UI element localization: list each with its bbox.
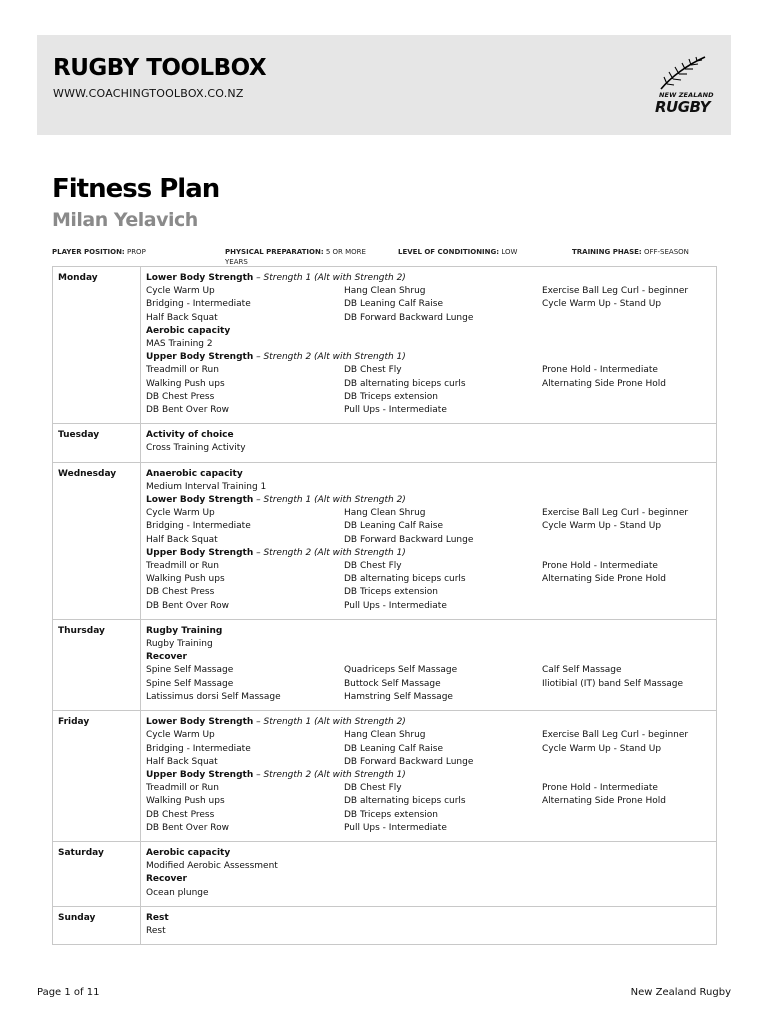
section-heading (146, 351, 711, 364)
header-banner (37, 35, 731, 135)
exercise-item: Cycle Warm Up - Stand Up (542, 743, 662, 754)
section-title: Rugby Training (146, 625, 223, 636)
exercise-item: Ocean plunge (146, 887, 209, 898)
exercise-item: Hang Clean Shrug (344, 286, 426, 297)
exercise-item: Hang Clean Shrug (344, 730, 426, 741)
meta-value: OFF-SEASON (643, 248, 689, 256)
meta-conditioning-level (398, 247, 558, 257)
exercise-item: Bridging - Intermediate (146, 521, 251, 532)
exercise-item: DB alternating biceps curls (344, 378, 466, 389)
section-heading (146, 769, 711, 782)
silver-fern-icon (657, 55, 707, 91)
page-number: Page 1 of 11 (37, 987, 100, 998)
exercise-item: DB Leaning Calf Raise (344, 299, 443, 310)
exercise-item: Exercise Ball Leg Curl - beginner (542, 730, 689, 741)
exercise-item: DB Bent Over Row (146, 405, 229, 416)
exercise-item: Prone Hold - Intermediate (542, 783, 658, 794)
section-title: Anaerobic capacity (146, 468, 243, 479)
exercise-item: DB Forward Backward Lunge (344, 312, 474, 323)
day-row (53, 462, 717, 619)
exercise-item: Rugby Training (146, 639, 213, 650)
exercise-item (542, 822, 722, 835)
meta-player-position (52, 247, 212, 257)
exercise-grid (146, 560, 711, 613)
day-activities (141, 711, 717, 842)
meta-physical-preparation (225, 247, 385, 267)
exercise-item: Quadriceps Self Massage (344, 665, 458, 676)
exercise-item: DB Chest Fly (344, 365, 402, 376)
meta-label: PLAYER POSITION: (52, 248, 125, 256)
fitness-plan-table (52, 266, 717, 945)
meta-value: 5 OR MORE YEARS (225, 248, 366, 266)
nz-rugby-logo (647, 55, 717, 115)
exercise-item: Alternating Side Prone Hold (542, 574, 666, 585)
day-activities (141, 424, 717, 462)
section-title: Upper Body Strength (146, 547, 254, 558)
exercise-item: Hamstring Self Massage (344, 691, 453, 702)
exercise-item: Half Back Squat (146, 312, 218, 323)
section-title: Lower Body Strength (146, 717, 254, 728)
meta-value: LOW (501, 248, 518, 256)
day-activities (141, 906, 717, 944)
exercise-item: Cross Training Activity (146, 443, 246, 454)
section-heading (146, 625, 711, 638)
exercise-item (542, 312, 722, 325)
plan-table-body (53, 267, 717, 945)
exercise-grid (146, 782, 711, 835)
section-note: – Strength 1 (Alt with Strength 2) (253, 717, 406, 728)
day-activities (141, 619, 717, 710)
day-name: Thursday (53, 619, 141, 710)
exercise-item: DB Chest Fly (344, 561, 402, 572)
exercise-item (542, 404, 722, 417)
exercise-item: Alternating Side Prone Hold (542, 378, 666, 389)
brand-title: RUGBY TOOLBOX (53, 55, 267, 81)
day-row (53, 711, 717, 842)
exercise-item: Buttock Self Massage (344, 678, 441, 689)
exercise-item: Spine Self Massage (146, 665, 234, 676)
exercise-item: Alternating Side Prone Hold (542, 796, 666, 807)
exercise-item: DB Chest Press (146, 391, 215, 402)
exercise-item: Treadmill or Run (146, 561, 219, 572)
exercise-item: Prone Hold - Intermediate (542, 365, 658, 376)
section-heading (146, 429, 711, 442)
section-note: – Strength 2 (Alt with Strength 1) (253, 547, 406, 558)
section-heading (146, 847, 711, 860)
section-title: Upper Body Strength (146, 352, 254, 363)
section-note: – Strength 2 (Alt with Strength 1) (253, 352, 406, 363)
exercise-item: Hang Clean Shrug (344, 508, 426, 519)
section-heading (146, 547, 711, 560)
section-note: – Strength 2 (Alt with Strength 1) (253, 769, 406, 780)
exercise-grid (146, 664, 711, 704)
exercise-item: Cycle Warm Up (146, 286, 215, 297)
meta-label: TRAINING PHASE: (572, 248, 642, 256)
exercise-item: DB Forward Backward Lunge (344, 534, 474, 545)
exercise-item: Bridging - Intermediate (146, 743, 251, 754)
exercise-item: Prone Hold - Intermediate (542, 561, 658, 572)
section-heading (146, 873, 711, 886)
meta-training-phase (572, 247, 732, 257)
section-title: Aerobic capacity (146, 325, 231, 336)
exercise-item: DB Leaning Calf Raise (344, 743, 443, 754)
exercise-item (542, 391, 722, 404)
exercise-item: Walking Push ups (146, 574, 225, 585)
exercise-item: Cycle Warm Up - Stand Up (542, 299, 662, 310)
section-heading (146, 325, 711, 338)
day-name: Saturday (53, 841, 141, 906)
exercise-grid (146, 364, 711, 417)
section-heading (146, 912, 711, 925)
exercise-item: Walking Push ups (146, 796, 225, 807)
meta-label: LEVEL OF CONDITIONING: (398, 248, 500, 256)
exercise-item (542, 756, 722, 769)
exercise-item: Pull Ups - Intermediate (344, 405, 447, 416)
section-heading (146, 272, 711, 285)
section-title: Lower Body Strength (146, 495, 254, 506)
section-heading (146, 716, 711, 729)
brand-url[interactable]: WWW.COACHINGTOOLBOX.CO.NZ (53, 87, 244, 100)
logo-wordmark: RUGBY (655, 98, 711, 116)
exercise-item (542, 691, 722, 704)
exercise-item: DB Chest Press (146, 809, 215, 820)
exercise-item: Spine Self Massage (146, 678, 234, 689)
day-row (53, 619, 717, 710)
section-heading (146, 651, 711, 664)
exercise-item: Calf Self Massage (542, 665, 622, 676)
section-heading (146, 468, 711, 481)
exercise-item: DB Chest Press (146, 587, 215, 598)
exercise-item: DB alternating biceps curls (344, 574, 466, 585)
section-heading (146, 494, 711, 507)
footer-org: New Zealand Rugby (630, 987, 731, 998)
exercise-item: DB Bent Over Row (146, 822, 229, 833)
section-note: – Strength 1 (Alt with Strength 2) (253, 495, 406, 506)
exercise-item: DB Forward Backward Lunge (344, 756, 474, 767)
day-row (53, 267, 717, 424)
exercise-item: Treadmill or Run (146, 365, 219, 376)
meta-value: PROP (126, 248, 146, 256)
day-activities (141, 841, 717, 906)
exercise-item: Latissimus dorsi Self Massage (146, 691, 281, 702)
exercise-item: DB Triceps extension (344, 391, 438, 402)
exercise-item: Half Back Squat (146, 534, 218, 545)
section-title: Activity of choice (146, 430, 234, 441)
exercise-item: Pull Ups - Intermediate (344, 600, 447, 611)
exercise-item: Bridging - Intermediate (146, 299, 251, 310)
section-title: Recover (146, 652, 187, 663)
section-title: Upper Body Strength (146, 769, 254, 780)
meta-label: PHYSICAL PREPARATION: (225, 248, 324, 256)
page-title: Fitness Plan (52, 174, 220, 204)
section-title: Lower Body Strength (146, 273, 254, 283)
exercise-item: Exercise Ball Leg Curl - beginner (542, 508, 689, 519)
day-activities (141, 462, 717, 619)
exercise-item: Medium Interval Training 1 (146, 481, 267, 492)
exercise-item: Cycle Warm Up (146, 730, 215, 741)
exercise-item: Exercise Ball Leg Curl - beginner (542, 286, 689, 297)
section-title: Recover (146, 874, 187, 885)
player-name: Milan Yelavich (52, 209, 198, 231)
day-row (53, 424, 717, 462)
day-row (53, 841, 717, 906)
exercise-item: Rest (146, 925, 166, 936)
day-activities (141, 267, 717, 424)
day-row (53, 906, 717, 944)
exercise-item: Cycle Warm Up - Stand Up (542, 521, 662, 532)
exercise-item: Pull Ups - Intermediate (344, 822, 447, 833)
section-title: Aerobic capacity (146, 847, 231, 858)
section-title: Rest (146, 912, 169, 923)
exercise-item (542, 586, 722, 599)
exercise-grid (146, 285, 711, 325)
exercise-item: Half Back Squat (146, 756, 218, 767)
day-name: Wednesday (53, 462, 141, 619)
exercise-item: DB Leaning Calf Raise (344, 521, 443, 532)
exercise-item: DB Triceps extension (344, 587, 438, 598)
exercise-item: DB Bent Over Row (146, 600, 229, 611)
exercise-item: Treadmill or Run (146, 783, 219, 794)
day-name: Friday (53, 711, 141, 842)
exercise-item (542, 534, 722, 547)
day-name: Monday (53, 267, 141, 424)
exercise-grid (146, 507, 711, 547)
exercise-item: Walking Push ups (146, 378, 225, 389)
exercise-item: Iliotibial (IT) band Self Massage (542, 678, 684, 689)
exercise-item (542, 809, 722, 822)
exercise-item: MAS Training 2 (146, 339, 213, 350)
exercise-item: DB Triceps extension (344, 809, 438, 820)
exercise-item: Cycle Warm Up (146, 508, 215, 519)
exercise-grid (146, 729, 711, 769)
day-name: Tuesday (53, 424, 141, 462)
logo-subtext: NEW ZEALAND (659, 91, 714, 99)
exercise-item: DB Chest Fly (344, 783, 402, 794)
day-name: Sunday (53, 906, 141, 944)
exercise-item: Modified Aerobic Assessment (146, 861, 278, 872)
exercise-item (542, 600, 722, 613)
exercise-item: DB alternating biceps curls (344, 796, 466, 807)
section-note: – Strength 1 (Alt with Strength 2) (253, 273, 406, 283)
